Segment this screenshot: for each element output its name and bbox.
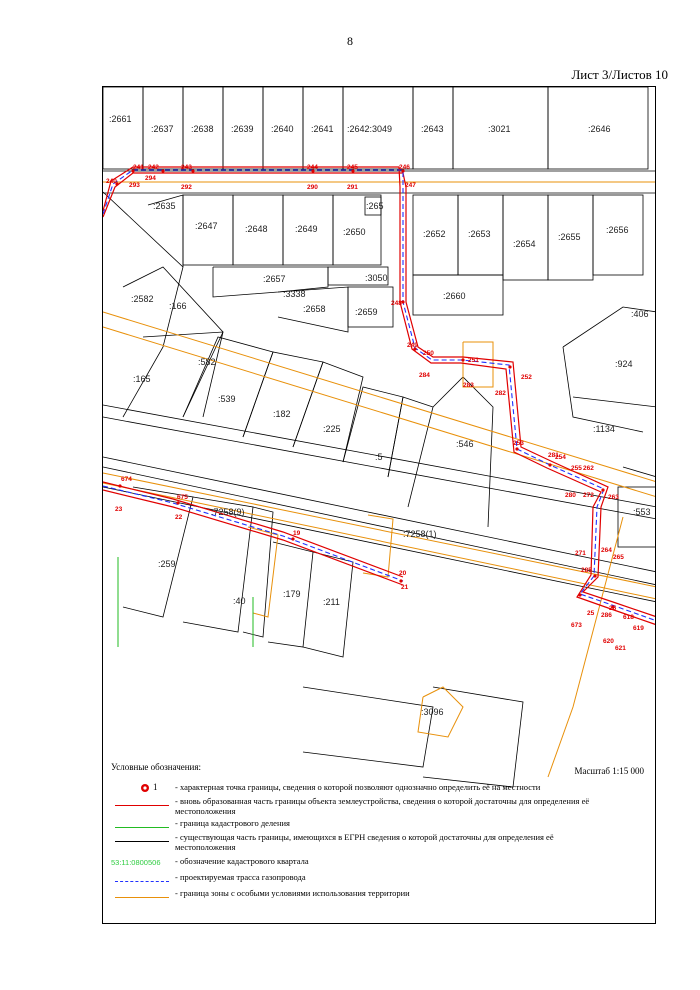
parcel-label: :2656 [606, 225, 629, 235]
map-scale: Масштаб 1:15 000 [574, 766, 644, 776]
point-label: 675 [177, 494, 188, 501]
point-label: 285 [581, 567, 592, 574]
parcel-label: :2638 [191, 124, 214, 134]
point-label: 283 [463, 382, 474, 389]
parcel-label: :2643 [421, 124, 444, 134]
parcel-label: :7258(9) [211, 507, 245, 517]
point-label: 21 [401, 584, 409, 591]
point-label: 244 [307, 164, 318, 171]
point-label: 619 [633, 625, 644, 632]
point-label: 293 [129, 182, 140, 189]
legend-row-new-boundary [107, 796, 647, 818]
sheet-label: Лист 3/Листов 10 [571, 67, 668, 82]
point-label: 252 [521, 374, 532, 381]
parcel-label: :211 [323, 597, 340, 607]
point-label: 271 [575, 550, 586, 557]
red-line-icon [111, 801, 171, 811]
point-label: 245 [347, 164, 358, 171]
point-marker-icon [111, 783, 171, 793]
point-marker-label: 1 [153, 782, 158, 792]
parcel-label: :924 [615, 359, 633, 369]
quarter-code: 53:11:0800506 [111, 858, 161, 867]
parcel-label: :2637 [151, 124, 174, 134]
parcel-label: :225 [323, 424, 341, 434]
quarter-code-icon [111, 858, 171, 868]
point-label: 286 [601, 612, 612, 619]
legend-text: - граница кадастрового деления [175, 818, 290, 828]
point-label: 243 [181, 164, 192, 171]
point-label: 23 [115, 506, 123, 513]
point-label: 19 [293, 530, 301, 537]
parcel-label: :2646 [588, 124, 611, 134]
parcel-label: :166 [169, 301, 187, 311]
point-label: 621 [615, 645, 626, 652]
legend-text: - обозначение кадастрового квартала [175, 856, 309, 866]
parcel-label: :582 [198, 357, 216, 367]
point-label: 280 [565, 492, 576, 499]
parcel-label: :3021 [488, 124, 511, 134]
blue-dash-icon [111, 877, 171, 887]
parcel-label: :2640 [271, 124, 294, 134]
parcel-label: :2658 [303, 304, 326, 314]
point-label: 241 [133, 164, 144, 171]
point-label: 262 [583, 465, 594, 472]
parcel-label: :259 [158, 559, 176, 569]
point-label: 291 [347, 184, 358, 191]
parcel-label: :2639 [231, 124, 254, 134]
point-label: 265 [613, 554, 624, 561]
legend-text: - характерная точка границы, сведения о которой позволяют однозначно определить её на местности [175, 782, 541, 792]
page-number: 8 [347, 34, 353, 48]
parcel-label: :546 [456, 439, 474, 449]
point-label: 250 [423, 350, 434, 357]
parcel-label: :2642:3049 [347, 124, 393, 134]
legend-text: - существующая часть границы, имеющихся в ЕГРН сведения о которой достаточны для определения её местоположения [175, 832, 554, 852]
parcel-label: :3096 [421, 707, 444, 717]
parcel-label: :2654 [513, 239, 536, 249]
parcel-label: :2661 [109, 114, 132, 124]
point-label: 282 [495, 390, 506, 397]
parcel-label: :2653 [468, 229, 491, 239]
point-label: 253 [513, 440, 524, 447]
orange-line-icon [111, 893, 171, 903]
parcel-label: :40 [233, 596, 246, 606]
parcel-label: :539 [218, 394, 236, 404]
parcel-label: :182 [273, 409, 291, 419]
legend-text: - вновь образованная часть границы объекта землеустройства, сведения о которой достаточны для определения её местоположения [175, 796, 590, 816]
point-label: 618 [623, 614, 634, 621]
point-label: 294 [145, 175, 156, 182]
point-label: 620 [603, 638, 614, 645]
parcel-label: :406 [631, 309, 649, 319]
parcel-label: :2659 [355, 307, 378, 317]
parcel-label: :1134 [593, 424, 615, 434]
parcel-label: :265 [366, 201, 384, 211]
point-label: 247 [405, 182, 416, 189]
parcel-grid-second [148, 195, 643, 332]
parcel-label: :2652 [423, 229, 446, 239]
parcel-label: :165 [133, 374, 151, 384]
point-label: 290 [307, 184, 318, 191]
parcel-label: :2582 [131, 294, 154, 304]
point-label: 264 [601, 547, 612, 554]
point-label: 673 [571, 622, 582, 629]
point-label: 251 [468, 357, 479, 364]
point-label: 248 [391, 300, 402, 307]
parcel-label: :3050 [365, 273, 388, 283]
point-label: 292 [181, 184, 192, 191]
point-label: 249 [407, 342, 418, 349]
point-label: 242 [148, 164, 159, 171]
point-label: 240 [106, 178, 117, 185]
parcel-label: :553 [633, 507, 651, 517]
point-label: 281 [548, 452, 559, 459]
point-label: 272 [583, 492, 594, 499]
parcel-label: :3338 [283, 289, 306, 299]
parcel-label: :2660 [443, 291, 466, 301]
legend-text: - граница зоны с особыми условиями использования территории [175, 888, 410, 898]
point-label: 263 [608, 494, 619, 501]
black-line-icon [111, 837, 171, 847]
parcel-label: :2641 [311, 124, 334, 134]
parcel-label: :2647 [195, 221, 218, 231]
parcel-label: :2648 [245, 224, 268, 234]
parcel-label: :7258(1) [403, 529, 437, 539]
point-label: 20 [399, 570, 407, 577]
parcel-labels [109, 114, 651, 717]
point-label: 246 [399, 164, 410, 171]
legend-text: - проектируемая трасса газопровода [175, 872, 306, 882]
point-label: 254 [555, 454, 566, 461]
parcel-label: :179 [283, 589, 301, 599]
parcel-label: :2650 [343, 227, 366, 237]
legend-title: Условные обозначения: [111, 762, 202, 772]
point-label: 674 [121, 476, 132, 483]
parcel-label: :5 [375, 452, 383, 462]
parcel-label: :2635 [153, 201, 176, 211]
legend-row-special-zone [107, 888, 647, 910]
point-label: 26 [609, 605, 617, 612]
legend-row-existing-boundary [107, 832, 647, 854]
legend [107, 762, 652, 920]
point-label: 255 [571, 465, 582, 472]
parcel-label: :2649 [295, 224, 318, 234]
point-label: 22 [175, 514, 183, 521]
point-label: 25 [587, 610, 595, 617]
point-label: 284 [419, 372, 430, 379]
parcel-label: :2655 [558, 232, 581, 242]
parcel-label: :2657 [263, 274, 286, 284]
